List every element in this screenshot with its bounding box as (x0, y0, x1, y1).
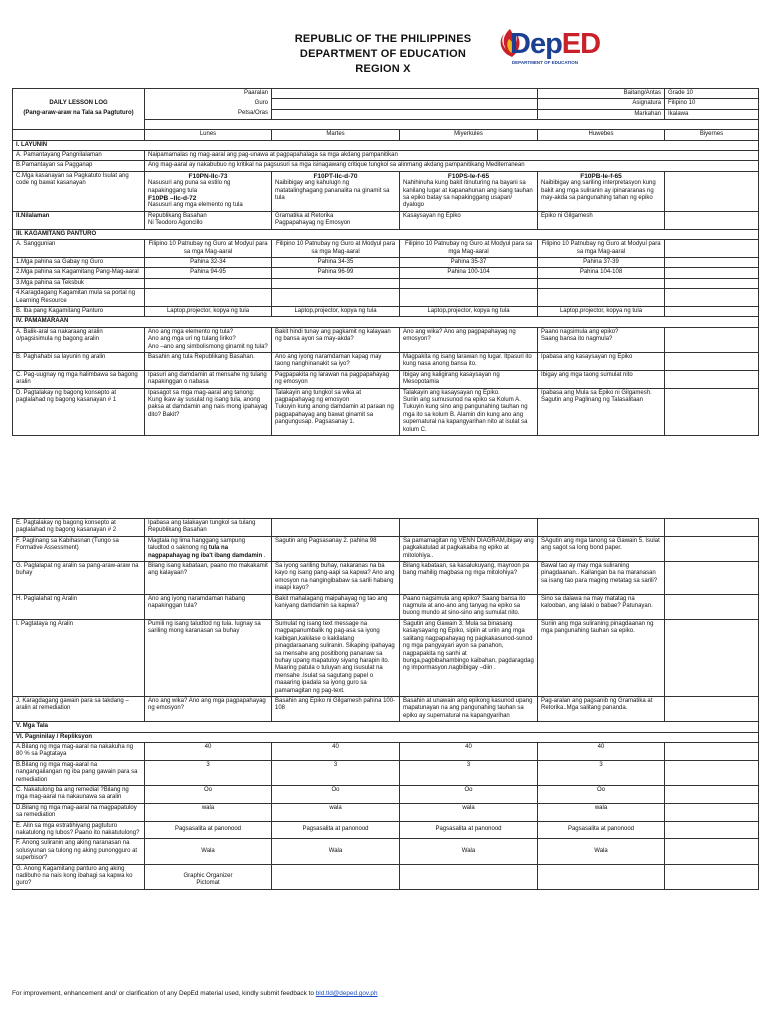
section-nilalaman: II.Nilalaman Republikang Basahan Ni Teodoro Agoncillo Gramatika at Retorika Pagpapahayag ng Emosyon Kasaysayan ng Epiko Epiko ni Gilgamesh (13, 211, 759, 229)
table-row: 4.Karagdagang Kagamitan mula sa portal ng Learning Resource (13, 289, 759, 307)
table-row: J. Karagdagang gawain para sa takdang –aralin at remediation Ano ang wika? Ano ang mga pagpapahayag ng emosyon? Basahin ang Epiko ni Gilgamesh pahina 100-108 Basahin at unawain ang epikong kasunod upang mapatunayan na ang pangunahing tauhan sa epiko ay supernatural na kapangyarihan Pag-aralan ang pagsanib ng Gramatika at Retorika..Mga salitang pananda. (13, 696, 759, 721)
petsa-label: Petsa/Oras (145, 109, 272, 119)
section-pagninilay: VI. Pagninilay / Repliksyon (13, 732, 759, 742)
table-row: 3.Mga pahina sa Teksbuk (13, 278, 759, 288)
competency-code: F10PB-Ie-f-65 (580, 172, 622, 180)
guro-label: Guro (145, 99, 272, 109)
logo-subtitle: DEPARTMENT OF EDUCATION (511, 60, 578, 65)
table-row: 1.Mga pahina sa Gabay ng Guro Pahina 32-34 Pahina 34-35 Pahina 35-37 Pahina 37-39 (13, 257, 759, 267)
header-line-3: REGION X (355, 63, 411, 75)
asignatura-label: Asignatura (538, 99, 665, 109)
dll-subtitle: (Pang-araw-araw na Tala sa Pagtuturo) (13, 109, 145, 129)
document-header (0, 0, 768, 88)
guro-value (272, 99, 538, 109)
paaralan-label: Paaralan (145, 89, 272, 99)
table-row: D.Bilang ng mga mag-aaral na magpapatuloy sa remediation wala wala wala wala (13, 803, 759, 821)
header-line-1: REPUBLIC OF THE PHILIPPINES (294, 33, 472, 45)
header-title (258, 32, 508, 77)
table-row: C.Mga kasanayan sa Pagkatuto Isulat ang code ng bawat kasanayan F10PN-IIc-73 Nasusuri ang puna sa estilo ng napakinggang tula F10PB –IIc-d-72 Nasusuri ang mga elemento ng tula F10PT-IIc-d-70 Naibibigay ang kahulugn ng matatalinghagang pananalita na ginamit sa tula F10PS-Ie-f-65 Nahihinuha kung bakit itinuturing na bayani sa kanilang lugar at kapanahunan ang isang tauhan sa epiko batay sa napakinggang usapan/ dyalogo F10PB-Ie-f-65 Naibibigay ang sariling interpretasyon kung bakit ang mga suliranin ay ipinararanas ng may-akda sa pangunahing tahan ng epiko (13, 171, 759, 211)
petsa-value (272, 109, 538, 119)
table-row: G. Anong Kagamitang panturo ang aking nadibuho na nais kong ibahagi sa kapwa ko guro? Graphic Organizer Pictomat (13, 864, 759, 889)
markahan-value: Ikalawa (665, 109, 759, 119)
table-row: A. Pamantayang Pangnilalaman Naipamamalas ng mag-aaral ang pag-unawa at pagpapahalaga sa mga akdang pampanitikan (13, 151, 759, 161)
lesson-log-table-page-1 (12, 88, 759, 436)
competency-code: F10PB –IIc-d-72 (148, 195, 197, 203)
section-mga-tala: V. Mga Tala (13, 722, 759, 732)
deped-logo (494, 27, 601, 71)
table-row: B. Iba pang Kagamitang Panturo Laptop,projector, kopya ng tula Laptop,projector, kopya ng tula Laptop,projector, kopya ng tula Laptop,projector, kopya ng tula (13, 306, 759, 316)
feedback-email-link[interactable]: bld.tld@deped.gov.ph (315, 990, 378, 997)
day-lunes: Lunes (145, 130, 272, 140)
table-row: B.Pamantayan sa Pagganap Ang mag-aaral ay nakabubuo ng kritikal na pagsusuri sa mga isinagawang critique tungkol sa alinmang akdang pampanitikang Mediterranean (13, 161, 759, 171)
info-blank (13, 89, 145, 99)
asignatura-value: Filipino 10 (665, 99, 759, 109)
table-row: B.Bilang ng mga mag-aaral na nangangailangan ng iba pang gawain para sa remediation 3 3 3 3 (13, 760, 759, 785)
competency-code: F10PN-IIc-73 (188, 172, 228, 180)
paaralan-value (272, 89, 538, 99)
day-huwebes: Huwebes (538, 130, 665, 140)
table-row: C. Nakatulong ba ang remedial ?Bilang ng mga mag-aaral na nakaunawa sa aralin Oo Oo Oo Oo (13, 786, 759, 804)
section-layunin: I. LAYUNIN (13, 140, 759, 150)
header-line-2: DEPARTMENT OF EDUCATION (299, 48, 467, 60)
dll-title: DAILY LESSON LOG (13, 99, 145, 109)
table-row: A. Balik-aral sa nakaraang aralin o/pagsisimula ng bagong aralin Ano ang mga elemento ng tula? Ano ang mga uri ng tulang liriko? Ano –ano ang simbolismong ginamit ng tula? Bakit hindi tunay ang pagkamit ng kalayaan ng bansa ayon sa may-akda? Ano ang wika? Ano ang pagpapahayag ng emosyon? Paano nagsimula ang epiko? Saang bansa ito nagmula? (13, 327, 759, 352)
table-row: A.Bilang ng mga mag-aaral na nakakuha ng 80 % sa Pagtataya 40 40 40 40 (13, 742, 759, 760)
table-row: C. Pag-uugnay ng mga halimbawa sa bagong aralin Ipasuri ang damdamin at mensahe ng tulang napakinggan o nabasa Pagpapakita ng larawan na pagpapahayag ng emosyon Ibigay ang kaligirang kasaysayan ng Mesopotamia Ibigay ang mga taong sumulat nito (13, 370, 759, 388)
markahan-label: Markahan (538, 109, 665, 119)
competency-code: F10PS-Ie-f-65 (447, 172, 490, 180)
day-martes: Martes (272, 130, 400, 140)
competency-code: F10PT-IIc-d-70 (313, 172, 358, 180)
day-header-row (13, 130, 759, 140)
logo-wordmark: DepED (510, 28, 601, 60)
baitang-label: Baitang/Antas (538, 89, 665, 99)
table-row: E. Alin sa mga estratihiyang pagtuturo nakatulong ng lubos? Paano ito nakatutulong? Pagsasalita at panonood Pagsasalita at panonood Pagsasalita at panonood Pagsasalita at panonood (13, 821, 759, 839)
table-row: H. Paglalahat ng Aralin Ano ang iyong naramdaman habang napakinggan tula? Bakit mahalagang maipahayag ng tao ang kaniyang damdamin sa kapwa? Paano nagsimula ang epiko? Saang bansa ito nagmula at ano-ano ang tanyag na epiko sa buong mundo at sino-sino ang sumulat nito. Sino sa dalawa na may matatag na kalooban, ang lalaki o babae? Patunayan. (13, 594, 759, 619)
section-kagamitang-panturo: III. KAGAMITANG PANTURO (13, 229, 759, 239)
table-row: D. Pagtalakay ng bagong konsepto at paglalahad ng bagong kasanayan # 1 Ipasagot sa mga mag-aaral ang tanong: Kung ikaw ay susulat ng isang tula, anong paksa at damdamin ang nais mong ipahayag dito? Bakit? Talakayin ang tungkol sa wika at pagpapahayag ng emosyon Tukuyin kung anong damdamin at paraan ng pagpapahayag ang bawat ginamit sa pangungusap. Pagsasanay 1. Talakayin ang kasaysayan ng Epiko. Suriin ang sumusunod na epiko sa Kolum A. Tukuyin kung sino ang pangunahing tauhan ng mga ito sa kolum B. Alamin din kung ano ang supernatural na kapangyarihan nito at isulat sa kolum C. Ipabasa ang Mula sa Epiko ni Gilgamesh. Sagutin ang Paglinang ng Talasalitaan (13, 388, 759, 435)
day-miyerkules: Miyerkules (400, 130, 538, 140)
table-row: F. Anong suliranin ang aking naranasan na solusyunan sa tulong ng aking punongguro at superbisor? Wala Wala Wala Wala (13, 839, 759, 864)
section-pamamaraan: IV. PAMAMARAAN (13, 317, 759, 327)
footer-note: For improvement, enhancement and/ or clarification of any DepEd material used, kindly submit feedback to bld.tld@deped.gov.ph (12, 990, 378, 997)
table-row: I. Pagtataya ng Aralin Pumili ng isang taludtod ng tula. Iugnay sa sariling mong karanasan sa buhay Sumulat ng isang text message na magpapanumbalik ng pag-asa sa iyong kaibigan,kakilase o kakilalang pinagdaraanang suliranin. Sikaping ipahayag sa mensahe ang positibong pananaw sa buhay upang mapatuloy siyang harapin ito. Maaring patula o tuluyan ang isusulat na mensahe .Isulat sa sagutang papel o maaaring ipadala sa iyong guro sa pamamagitan ng pag-text. Sagutin ang Gawain 3. Mula sa binasang kasaysayang ng Epiko, sipiin at uriin ang mga salitang nagpapahayag ng pagkakasunod-sunod ng mga pangyayari ayon sa panahon, nagpapakita ng sanhi at bunga,pagbibahambingo kaibahan, pagdaragdag ng impormasyon.nagbibigay –diin . Suriin ang mga suliraning pinagdaanan ng mga pangunahing tauhan sa epiko. (13, 619, 759, 696)
table-row: B. Paghahabi sa layunin ng aralin Basahin ang tula Republikang Basahan. Ano ang iyong naramdaman kapag may taong nanghinanakit sa iyo? Magpakita ng isang larawan ng lugar. Itpasuri ito kung nasa anong bansa ito. Ipabasa ang kasaysayan ng Epiko (13, 352, 759, 370)
table-row: F. Paglinang sa Kabihasnan (Tungo sa Formative Assessment) Magtala ng lima hanggang sampung taludtod o saknong ng tula na nagpapahayag ng iba't ibang damdamin . Sagutin ang Pagsasanay 2. pahina 98 Sa pamamagitan ng VENN DIAGRAM,ibigay ang pagkakatulad at pagkakaiba ng epiko at mitolohiya.. SAgutin ang mga tanong sa Gawain 5. Isulat ang sagot sa long bond paper. (13, 536, 759, 561)
table-row: E. Pagtalakay ng bagong konsepto at paglalahad ng bagong kasanayan # 2 Ipabasa ang talakayan tungkol sa tulang Republikang Basahan (13, 519, 759, 537)
lesson-log-table-page-2 (12, 518, 759, 890)
table-row: G. Paglalapat ng aralin sa pang-araw-araw na buhay Bilang isang kabataan, paano mo makakamit ang kalayaan? Sa iyong sariling buhay, nakaranas na ba kayo ng isang pang-aapi sa kapwa? Ano ang emosyon na nangingibabaw sa sarili habang inaapi kayo? Bilang kabataan, sa kasalukuyang, mayroon pa bang mahilig magbasa ng mga mitolohiya? Bawal tao ay may mga suliraning pinagdaanan.. Kailangan ba na maranasan sa isang tao para maging metatag sa sarili? (13, 562, 759, 595)
table-row: 2.Mga pahina sa Kagamitang Pang-Mag-aaral Pahina 94-95 Pahina 96-99 Pahina 100-104 Pahina 104-108 (13, 268, 759, 278)
table-row: A. Sanggunian Filipino 10 Patnubay ng Guro at Modyul para sa mga Mag-aaral Filipino 10 Patnubay ng Guro at Modyul para sa mga Mag-aaral Filipino 10 Patnubay ng Guro at Modyul para sa mga Mag-aaral Filipino 10 Patnubay ng Guro at Modyul para sa mga Mag-aaral (13, 240, 759, 258)
day-biyernes: Biyernes (665, 130, 759, 140)
baitang-value: Grade 10 (665, 89, 759, 99)
